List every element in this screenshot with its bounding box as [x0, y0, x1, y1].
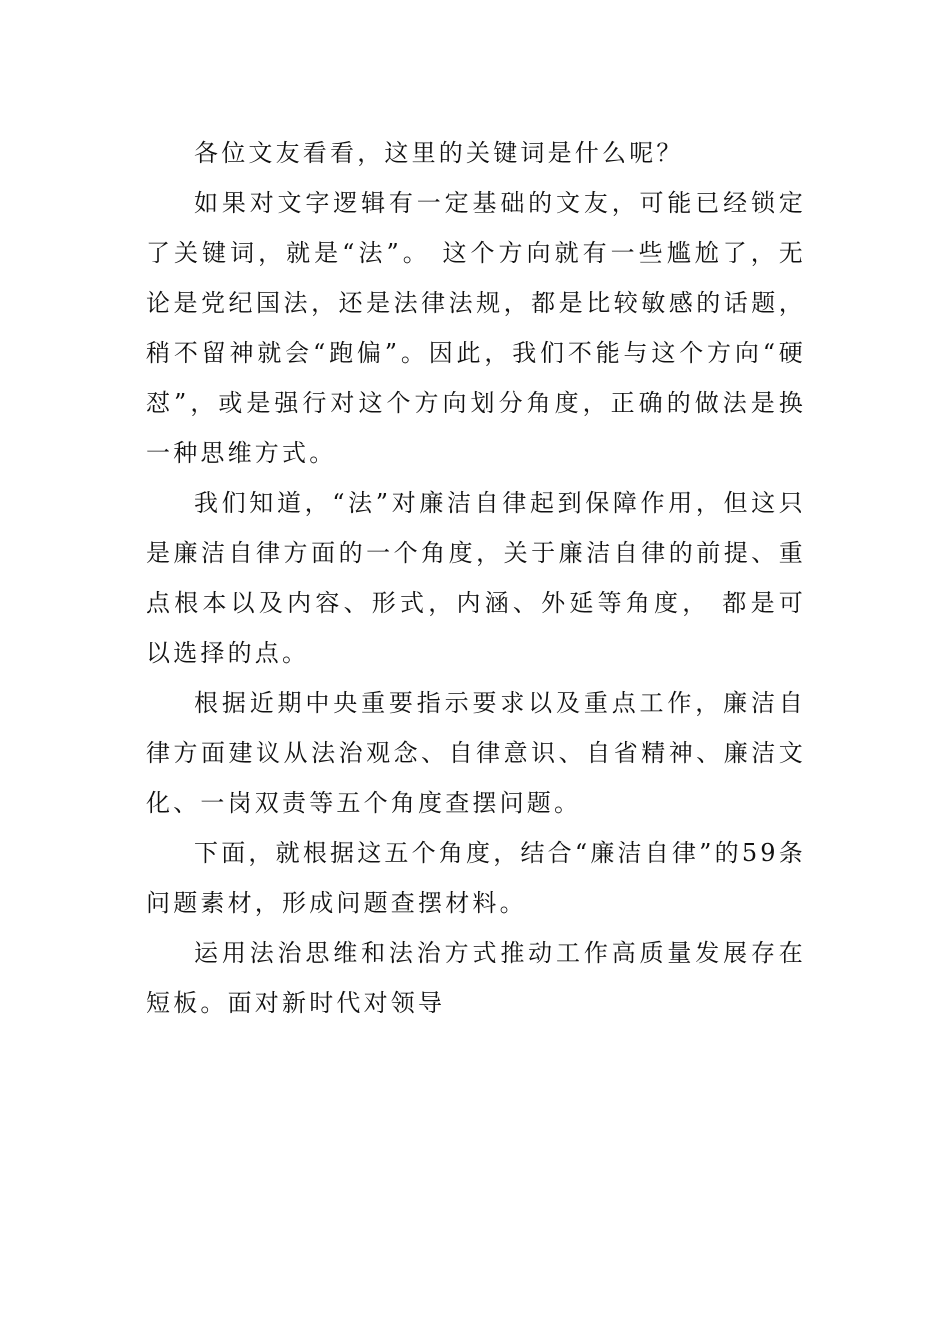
paragraph-6: 运用法治思维和法治方式推动工作高质量发展存在短板。面对新时代对领导: [146, 939, 806, 1017]
document-body: [146, 128, 806, 1028]
paragraph-2: 如果对文字逻辑有一定基础的文友，可能已经锁定了关键词，就是“法”。 这个方向就有一些尴尬了，无论是党纪国法，还是法律法规，都是比较敏感的话题，稍不留神就会“跑偏”。因此，我们不能与这个方向“硬怼”，或是强行对这个方向划分角度，正确的做法是换一种思维方式。: [146, 189, 806, 467]
paragraph-3: 我们知道，“法”对廉洁自律起到保障作用，但这只是廉洁自律方面的一个角度，关于廉洁自律的前提、重点根本以及内容、形式，内涵、外延等角度， 都是可以选择的点。: [146, 489, 806, 667]
paragraph-4: 根据近期中央重要指示要求以及重点工作，廉洁自律方面建议从法治观念、自律意识、自省精神、廉洁文化、一岗双责等五个角度查摆问题。: [146, 689, 806, 817]
paragraph-1: 各位文友看看，这里的关键词是什么呢？: [194, 139, 684, 167]
paragraph-5: 下面，就根据这五个角度，结合“廉洁自律”的59条问题素材，形成问题查摆材料。: [146, 839, 806, 917]
